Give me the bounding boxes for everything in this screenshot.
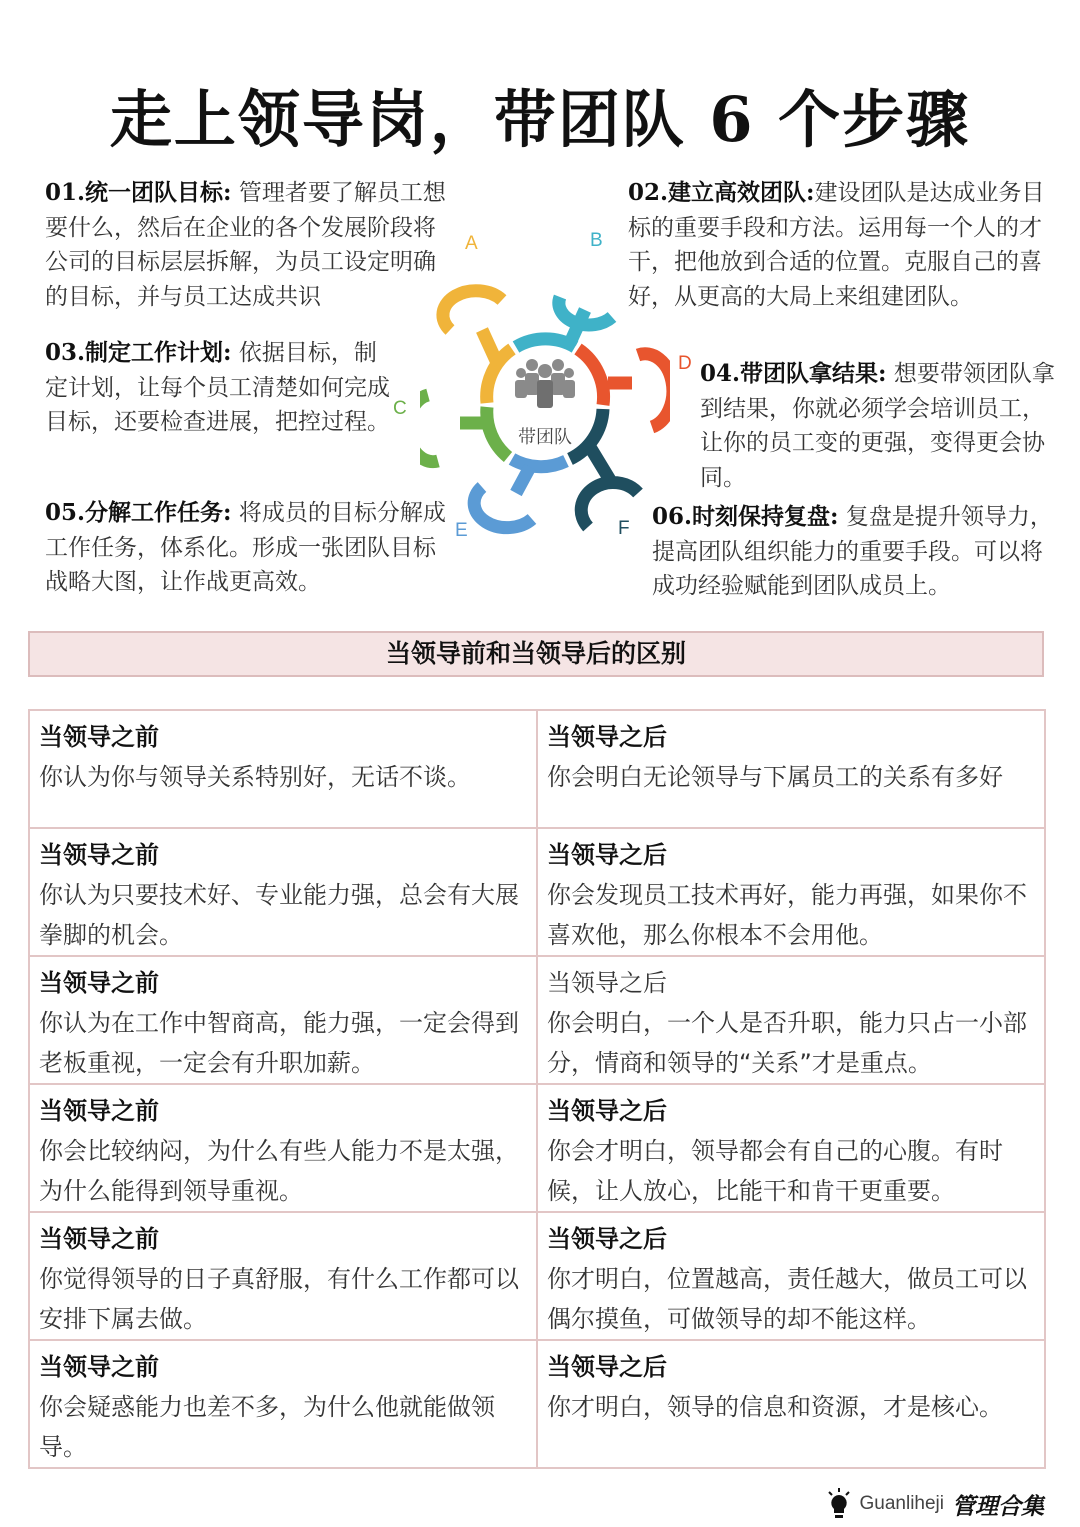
arm-e (474, 467, 532, 528)
brand-name-cn: 管理合集 (952, 1492, 1044, 1520)
step-1-text: 管理者要了解员工想要什么，然后在企业的各个发展阶段将公司的目标层层拆解，为员工设定明确的目标，并与员工达成共识 (45, 180, 446, 310)
after-label: 当领导之后 (547, 969, 667, 997)
before-cell (29, 956, 537, 1084)
arm-b (559, 297, 612, 343)
after-text: 你会发现员工技术再好，能力再强，如果你不喜欢他，那么你根本不会用他。 (547, 881, 1027, 949)
before-text: 你觉得领导的日子真舒服，有什么工作都可以安排下属去做。 (39, 1265, 519, 1333)
step-5-head: 05.分解工作任务: (45, 499, 232, 526)
before-cell (29, 1212, 537, 1340)
comparison-table (28, 709, 1046, 1469)
after-label: 当领导之后 (547, 1097, 667, 1125)
after-text: 你会明白，一个人是否升职，能力只占一小部分，情商和领导的“关系”才是重点。 (547, 1009, 1027, 1077)
after-text: 你会才明白，领导都会有自己的心腹。有时候，让人放心，比能干和肯干更重要。 (547, 1137, 1003, 1205)
letter-c: C (393, 398, 407, 419)
step-2 (628, 176, 1048, 314)
step-4 (700, 357, 1055, 495)
step-6 (652, 500, 1057, 604)
before-text: 你会比较纳闷，为什么有些人能力不是太强，为什么能得到领导重视。 (39, 1137, 519, 1205)
before-label: 当领导之前 (39, 1097, 159, 1125)
ring-segment-c (487, 407, 508, 457)
after-text: 你会明白无论领导与下属员工的关系有多好 (547, 763, 1003, 791)
lightbulb-icon (826, 1487, 852, 1521)
table-row (29, 710, 1045, 828)
ring-segment-d (578, 349, 604, 405)
before-text: 你认为只要技术好、专业能力强，总会有大展拳脚的机会。 (39, 881, 519, 949)
before-text: 你认为在工作中智商高，能力强，一定会得到老板重视，一定会有升职加薪。 (39, 1009, 519, 1077)
section-title: 当领导前和当领导后的区别 (28, 631, 1044, 677)
after-text: 你才明白，位置越高，责任越大，做员工可以偶尔摸鱼，可做领导的却不能这样。 (547, 1265, 1027, 1333)
step-4-head: 04.带团队拿结果: (700, 360, 887, 387)
center-label: 带团队 (518, 427, 572, 448)
after-label: 当领导之后 (547, 1225, 667, 1253)
step-3-text: 依据目标，制定计划，让每个员工清楚如何完成目标，还要检查进展，把控过程。 (45, 340, 390, 435)
footer-brand (826, 1484, 1045, 1524)
letter-a: A (465, 233, 478, 254)
table-row (29, 1340, 1045, 1468)
arm-f (581, 447, 638, 527)
before-label: 当领导之前 (39, 723, 159, 751)
step-5-text: 将成员的目标分解成工作任务，体系化。形成一张团队目标战略大图，让作战更高效。 (45, 500, 446, 595)
before-label: 当领导之前 (39, 1353, 159, 1381)
before-cell (29, 1340, 537, 1468)
step-1-head: 01.统一团队目标: (45, 179, 232, 206)
arm-d (608, 354, 670, 427)
team-cycle-diagram (420, 255, 670, 545)
letter-f: F (618, 518, 630, 539)
step-6-text: 复盘是提升领导力，提高团队组织能力的重要手段。可以将成功经验赋能到团队成员上。 (652, 504, 1053, 599)
table-row (29, 828, 1045, 956)
ring-segment-e (512, 459, 566, 467)
arm-a (443, 291, 502, 365)
step-1 (45, 176, 455, 314)
after-label: 当领导之后 (547, 1353, 667, 1381)
after-cell (537, 1212, 1045, 1340)
letter-d: D (678, 353, 692, 374)
after-cell (537, 1084, 1045, 1212)
letter-b: B (590, 230, 603, 251)
page-title: 走上领导岗，带团队 6 个步骤 (109, 83, 971, 156)
step-4-text: 想要带领团队拿到结果，你就必须学会培训员工，让你的员工变的更强，变得更会协同。 (700, 361, 1055, 491)
after-cell (537, 828, 1045, 956)
before-label: 当领导之前 (39, 1225, 159, 1253)
before-label: 当领导之前 (39, 969, 159, 997)
before-cell (29, 710, 537, 828)
after-cell (537, 956, 1045, 1084)
step-5 (45, 496, 450, 600)
after-cell (537, 710, 1045, 828)
arm-c (420, 395, 484, 462)
table-row (29, 956, 1045, 1084)
table-row (29, 1084, 1045, 1212)
step-2-text: 建设团队是达成业务目标的重要手段和方法。运用每一个人的才干，把他放到合适的位置。克服自己的喜好，从更高的大局上来组建团队。 (628, 180, 1045, 310)
step-6-head: 06.时刻保持复盘: (652, 503, 839, 530)
step-3-head: 03.制定工作计划: (45, 339, 232, 366)
after-label: 当领导之后 (547, 723, 667, 751)
step-3 (45, 336, 395, 440)
letter-e: E (455, 520, 468, 541)
before-text: 你认为你与领导关系特别好，无话不谈。 (39, 763, 471, 791)
step-2-head: 02.建立高效团队: (628, 179, 815, 206)
table-row (29, 1212, 1045, 1340)
after-text: 你才明白，领导的信息和资源，才是核心。 (547, 1393, 1003, 1421)
brand-name-en: Guanliheji (859, 1493, 944, 1514)
before-label: 当领导之前 (39, 841, 159, 869)
before-cell (29, 828, 537, 956)
after-cell (537, 1340, 1045, 1468)
people-group-icon (515, 359, 575, 408)
before-text: 你会疑惑能力也差不多，为什么他就能做领导。 (39, 1393, 495, 1461)
after-label: 当领导之后 (547, 841, 667, 869)
before-cell (29, 1084, 537, 1212)
